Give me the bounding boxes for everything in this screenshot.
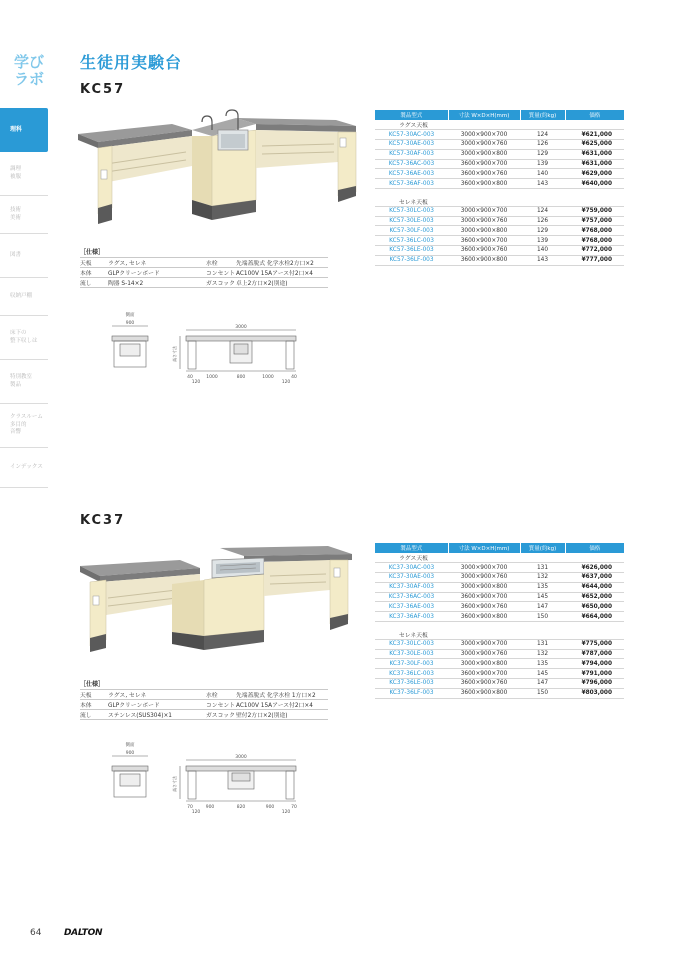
sidebar-item[interactable] xyxy=(0,360,48,404)
spec-cell: GLPクリーンボード xyxy=(108,700,206,710)
spec-cell: 先端蓋脱式 化学水栓 1方口×2 xyxy=(236,690,328,700)
table-cell-price: ¥640,000 xyxy=(565,179,624,189)
dim-total-width: 3000 xyxy=(235,755,247,760)
table-cell-wt: 129 xyxy=(520,226,565,236)
table-cell-wt: 132 xyxy=(520,573,565,583)
sidebar-item-label: 理科 xyxy=(10,126,23,134)
table-cell-code: KC57-36LF-003 xyxy=(375,255,448,265)
table-cell-size: 3000×900×700 xyxy=(448,639,520,649)
logo-line: 学び xyxy=(14,53,45,71)
spec-cell: AC100V 15Aアース付2口×4 xyxy=(236,700,328,710)
table-cell-code: KC37-36AC-003 xyxy=(375,592,448,602)
table-cell-code: KC57-36LC-003 xyxy=(375,236,448,246)
table-row xyxy=(375,669,624,679)
dim-g: 120 xyxy=(281,380,291,385)
sidebar-item-label: 図書 xyxy=(10,251,22,258)
table-row xyxy=(375,255,624,265)
spec-cell: GLPクリーンボード xyxy=(108,268,206,278)
spec-cell: ラグス, セレネ xyxy=(108,690,206,700)
table-cell-code: KC37-36AF-003 xyxy=(375,612,448,622)
table-cell-code: KC37-30AF-003 xyxy=(375,582,448,592)
table-cell-price: ¥650,000 xyxy=(565,602,624,612)
column-header: 製品型式 xyxy=(375,110,448,120)
spec-cell: 先端蓋脱式 化学水栓2方口×2 xyxy=(236,258,328,268)
table-cell-price: ¥652,000 xyxy=(565,592,624,602)
table-header-row xyxy=(375,110,624,120)
spec-label-kc57: ［仕様］ xyxy=(80,249,105,256)
table-cell-code: KC57-36LE-003 xyxy=(375,246,448,256)
table-row xyxy=(375,679,624,689)
table-cell-price: ¥626,000 xyxy=(565,563,624,573)
spec-label-kc37: ［仕様］ xyxy=(80,681,105,688)
table-cell-wt: 140 xyxy=(520,169,565,179)
table-row xyxy=(375,206,624,216)
table-cell-code: KC57-30AF-003 xyxy=(375,149,448,159)
table-cell-code: KC57-30LF-003 xyxy=(375,226,448,236)
sidebar-item[interactable] xyxy=(0,448,48,488)
table-cell-size: 3000×900×800 xyxy=(448,659,520,669)
kc57-dimension-drawing xyxy=(104,308,304,385)
table-cell-price: ¥637,000 xyxy=(565,573,624,583)
spec-cell: 卓上2方口×2(別途) xyxy=(236,278,328,288)
table-cell-price: ¥757,000 xyxy=(565,216,624,226)
column-header: 質量(約kg) xyxy=(520,543,565,553)
sidebar-item-label: 多目的 xyxy=(10,421,27,428)
dim-g: 120 xyxy=(281,810,291,815)
table-cell-size: 3000×900×760 xyxy=(448,649,520,659)
table-cell-wt: 150 xyxy=(520,612,565,622)
table-cell-size: 3000×900×800 xyxy=(448,226,520,236)
table-cell-code: KC37-30LF-003 xyxy=(375,659,448,669)
spec-cell: コンセント xyxy=(206,268,236,278)
table-cell-price: ¥631,000 xyxy=(565,159,624,169)
column-header: 寸法 W×D×H(mm) xyxy=(448,110,520,120)
table-row xyxy=(375,159,624,169)
table-cell-price: ¥772,000 xyxy=(565,246,624,256)
table-row xyxy=(375,149,624,159)
sidebar-item-label: 被服 xyxy=(10,173,22,180)
sidebar-item-label: 収納戸棚 xyxy=(10,292,33,299)
table-cell-size: 3000×900×800 xyxy=(448,582,520,592)
table-cell-code: KC37-30LE-003 xyxy=(375,649,448,659)
table-cell-wt: 129 xyxy=(520,149,565,159)
dim-b: 900 xyxy=(205,805,215,810)
table-cell-wt: 124 xyxy=(520,130,565,140)
dim-side-depth: 900 xyxy=(125,321,135,326)
table-cell-size: 3600×900×700 xyxy=(448,236,520,246)
sidebar-item-label: 特別教室 xyxy=(10,374,33,380)
spec-table-kc37 xyxy=(80,689,328,720)
spec-cell: 流し xyxy=(80,278,108,288)
sidebar-item-label: クラスルーム xyxy=(10,414,43,421)
table-cell-wt: 126 xyxy=(520,216,565,226)
table-cell-wt: 131 xyxy=(520,639,565,649)
spec-cell: 水栓 xyxy=(206,258,236,268)
table-cell-size: 3600×900×700 xyxy=(448,592,520,602)
table-cell-code: KC57-36AC-003 xyxy=(375,159,448,169)
table-cell-price: ¥621,000 xyxy=(565,130,624,140)
table-cell-size: 3600×900×800 xyxy=(448,612,520,622)
table-row xyxy=(375,226,624,236)
column-header: 製品型式 xyxy=(375,543,448,553)
spec-row xyxy=(80,710,328,720)
sidebar-item[interactable] xyxy=(0,108,48,152)
table-cell-code: KC57-30LC-003 xyxy=(375,206,448,216)
spec-row xyxy=(80,258,328,268)
table-cell-size: 3000×900×760 xyxy=(448,573,520,583)
table-cell-price: ¥794,000 xyxy=(565,659,624,669)
table-row xyxy=(375,649,624,659)
brand-logo-mark xyxy=(14,54,48,88)
dim-d: 1000 xyxy=(262,375,274,380)
sidebar-item-label: 調理 xyxy=(10,166,22,172)
table-cell-size: 3000×900×700 xyxy=(448,206,520,216)
table-cell-wt: 147 xyxy=(520,602,565,612)
sidebar-item-label: 整下収しは xyxy=(10,337,38,344)
table-cell-code: KC37-36AE-003 xyxy=(375,602,448,612)
table-header-row xyxy=(375,543,624,553)
spec-row xyxy=(80,690,328,700)
table-cell-code: KC57-30AC-003 xyxy=(375,130,448,140)
table-row xyxy=(375,639,624,649)
table-cell-code: KC37-30LC-003 xyxy=(375,639,448,649)
column-header: 寸法 W×D×H(mm) xyxy=(448,543,520,553)
table-row xyxy=(375,236,624,246)
table-cell-price: ¥775,000 xyxy=(565,639,624,649)
table-cell-price: ¥625,000 xyxy=(565,140,624,150)
spec-cell: 本体 xyxy=(80,268,108,278)
table-cell-code: KC37-36LE-003 xyxy=(375,679,448,689)
spec-cell: ラグス, セレネ xyxy=(108,258,206,268)
group-name: セレネ天板 xyxy=(375,197,624,207)
table-cell-code: KC37-30AC-003 xyxy=(375,563,448,573)
spacer-cell xyxy=(375,622,624,630)
spec-table-kc57 xyxy=(80,257,328,288)
sidebar-item[interactable] xyxy=(0,234,48,278)
table-row xyxy=(375,602,624,612)
sidebar-item[interactable] xyxy=(0,152,48,196)
table-cell-code: KC57-36AE-003 xyxy=(375,169,448,179)
table-cell-wt: 131 xyxy=(520,563,565,573)
spec-row xyxy=(80,700,328,710)
sidebar-item-label: 音響 xyxy=(10,429,22,436)
spec-cell: 陶器 S-14×2 xyxy=(108,278,206,288)
dim-c: 820 xyxy=(236,805,246,810)
table-cell-wt: 135 xyxy=(520,659,565,669)
dim-d: 900 xyxy=(265,805,275,810)
group-row xyxy=(375,553,624,563)
spec-cell: 壁付2方口×2(別途) xyxy=(236,710,328,720)
table-cell-price: ¥796,000 xyxy=(565,679,624,689)
table-cell-code: KC57-30LE-003 xyxy=(375,216,448,226)
model-title-kc57: KC57 xyxy=(80,82,126,97)
table-row xyxy=(375,140,624,150)
table-cell-wt: 124 xyxy=(520,206,565,216)
table-cell-size: 3600×900×760 xyxy=(448,602,520,612)
group-row xyxy=(375,630,624,640)
table-cell-size: 3000×900×700 xyxy=(448,130,520,140)
column-header: 価格 xyxy=(565,110,624,120)
sidebar-item[interactable] xyxy=(0,278,48,316)
table-cell-size: 3000×900×700 xyxy=(448,563,520,573)
table-row xyxy=(375,169,624,179)
table-row xyxy=(375,563,624,573)
sidebar-item-label: インデックス xyxy=(10,463,43,470)
spec-cell: ステンレス(SUS304)×1 xyxy=(108,710,206,720)
dim-a: 70 xyxy=(187,805,193,810)
table-cell-price: ¥787,000 xyxy=(565,649,624,659)
table-cell-wt: 143 xyxy=(520,179,565,189)
table-row xyxy=(375,573,624,583)
table-cell-size: 3600×900×760 xyxy=(448,246,520,256)
table-row xyxy=(375,582,624,592)
table-cell-price: ¥777,000 xyxy=(565,255,624,265)
dim-a: 40 xyxy=(187,375,193,380)
table-cell-size: 3000×900×760 xyxy=(448,216,520,226)
model-title-kc37: KC37 xyxy=(80,513,126,528)
table-cell-wt: 147 xyxy=(520,679,565,689)
spec-cell: 天板 xyxy=(80,690,108,700)
spec-cell: ガスコック xyxy=(206,710,236,720)
table-cell-price: ¥664,000 xyxy=(565,612,624,622)
logo-line: ラボ xyxy=(14,70,45,88)
table-row xyxy=(375,246,624,256)
dim-height: 高さ寸法 xyxy=(172,776,177,792)
table-cell-wt: 145 xyxy=(520,592,565,602)
spacer-cell xyxy=(375,189,624,197)
table-cell-code: KC37-30AE-003 xyxy=(375,573,448,583)
dim-side-label: 側面 xyxy=(125,313,135,318)
spec-row xyxy=(80,268,328,278)
table-row xyxy=(375,688,624,698)
sidebar-item-label: 美術 xyxy=(10,214,22,221)
dim-f: 120 xyxy=(191,810,201,815)
sidebar-item-label: 製品 xyxy=(10,381,22,388)
table-cell-size: 3600×900×800 xyxy=(448,688,520,698)
kc57-product-illustration xyxy=(76,108,358,228)
table-cell-price: ¥791,000 xyxy=(565,669,624,679)
table-cell-size: 3600×900×800 xyxy=(448,255,520,265)
table-cell-size: 3600×900×800 xyxy=(448,179,520,189)
table-cell-price: ¥629,000 xyxy=(565,169,624,179)
dim-b: 1000 xyxy=(206,375,218,380)
column-header: 質量(約kg) xyxy=(520,110,565,120)
table-cell-size: 3600×900×760 xyxy=(448,169,520,179)
table-cell-wt: 145 xyxy=(520,669,565,679)
table-row xyxy=(375,592,624,602)
spec-cell: 本体 xyxy=(80,700,108,710)
table-cell-price: ¥768,000 xyxy=(565,236,624,246)
spec-cell: コンセント xyxy=(206,700,236,710)
table-cell-wt: 150 xyxy=(520,688,565,698)
page-title: 生徒用実験台 xyxy=(80,53,183,72)
table-row xyxy=(375,216,624,226)
spec-cell: AC100V 15Aアース付2口×4 xyxy=(236,268,328,278)
table-spacer xyxy=(375,622,624,630)
table-cell-size: 3600×900×700 xyxy=(448,669,520,679)
table-row xyxy=(375,659,624,669)
kc37-product-illustration xyxy=(76,540,358,655)
table-row xyxy=(375,612,624,622)
spec-cell: 天板 xyxy=(80,258,108,268)
group-row xyxy=(375,197,624,207)
table-cell-wt: 140 xyxy=(520,246,565,256)
group-name: ラグス天板 xyxy=(375,120,624,130)
table-cell-code: KC37-36LC-003 xyxy=(375,669,448,679)
dim-c: 800 xyxy=(236,375,246,380)
table-cell-size: 3000×900×760 xyxy=(448,140,520,150)
dim-total-width: 3000 xyxy=(235,325,247,330)
table-cell-code: KC57-36AF-003 xyxy=(375,179,448,189)
table-cell-price: ¥803,000 xyxy=(565,688,624,698)
sidebar-item-label: 技術 xyxy=(10,207,22,213)
product-table-kc57 xyxy=(375,110,624,266)
spec-cell: ガスコック xyxy=(206,278,236,288)
product-table-kc37 xyxy=(375,543,624,699)
table-cell-price: ¥768,000 xyxy=(565,226,624,236)
table-cell-size: 3600×900×760 xyxy=(448,679,520,689)
spec-row xyxy=(80,278,328,288)
sidebar-item[interactable] xyxy=(0,404,48,448)
dim-e: 40 xyxy=(291,375,297,380)
column-header: 価格 xyxy=(565,543,624,553)
dim-side-label: 側面 xyxy=(125,743,135,748)
sidebar-item-label: 床下の xyxy=(10,330,27,336)
table-row xyxy=(375,130,624,140)
table-cell-price: ¥631,000 xyxy=(565,149,624,159)
dim-side-depth: 900 xyxy=(125,751,135,756)
table-spacer xyxy=(375,189,624,197)
table-cell-wt: 143 xyxy=(520,255,565,265)
sidebar-item[interactable] xyxy=(0,196,48,234)
table-cell-size: 3600×900×700 xyxy=(448,159,520,169)
table-cell-wt: 126 xyxy=(520,140,565,150)
sidebar xyxy=(0,0,48,960)
table-row xyxy=(375,179,624,189)
group-name: セレネ天板 xyxy=(375,630,624,640)
page-number: 64 xyxy=(30,928,42,938)
table-cell-wt: 139 xyxy=(520,159,565,169)
dim-f: 120 xyxy=(191,380,201,385)
table-cell-code: KC37-36LF-003 xyxy=(375,688,448,698)
table-cell-wt: 135 xyxy=(520,582,565,592)
group-name: ラグス天板 xyxy=(375,553,624,563)
table-cell-code: KC57-30AE-003 xyxy=(375,140,448,150)
dim-e: 70 xyxy=(291,805,297,810)
sidebar-item[interactable] xyxy=(0,316,48,360)
brand-logo: DALTON xyxy=(64,928,103,938)
group-row xyxy=(375,120,624,130)
dim-height: 高さ寸法 xyxy=(172,346,177,362)
table-cell-wt: 132 xyxy=(520,649,565,659)
table-cell-size: 3000×900×800 xyxy=(448,149,520,159)
table-cell-price: ¥644,000 xyxy=(565,582,624,592)
kc37-dimension-drawing xyxy=(104,738,304,814)
spec-cell: 流し xyxy=(80,710,108,720)
table-cell-price: ¥759,000 xyxy=(565,206,624,216)
table-cell-wt: 139 xyxy=(520,236,565,246)
spec-cell: 水栓 xyxy=(206,690,236,700)
